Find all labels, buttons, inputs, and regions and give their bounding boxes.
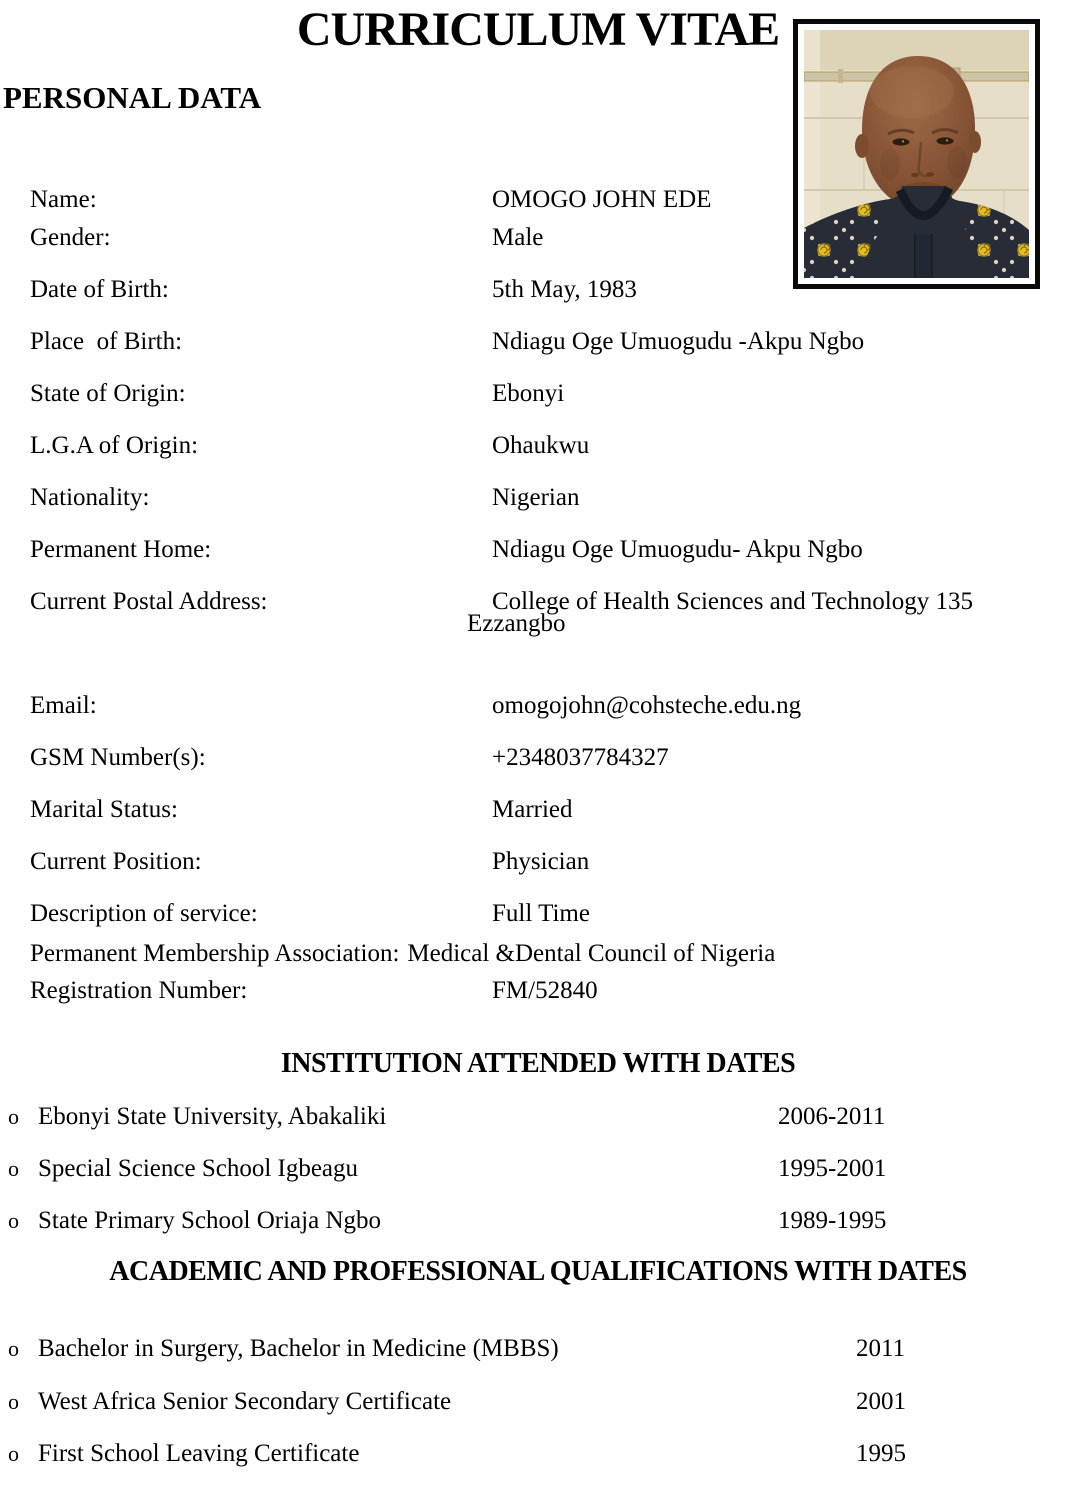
circle-bullet: o xyxy=(8,1104,19,1129)
qualification-name: First School Leaving Certificate xyxy=(38,1440,360,1467)
qualification-name: West Africa Senior Secondary Certificate xyxy=(38,1388,452,1415)
qualification-dates: 2001 xyxy=(856,1388,906,1415)
section-heading-qualifications: ACADEMIC AND PROFESSIONAL QUALIFICATIONS WITH DATES xyxy=(109,1256,967,1287)
institution-dates: 1995-2001 xyxy=(778,1155,887,1182)
institution-name: Ebonyi State University, Abakaliki xyxy=(38,1103,387,1130)
field-value: OMOGO JOHN EDE xyxy=(492,186,712,213)
field-label: Email: xyxy=(30,692,97,719)
field-label: Current Postal Address: xyxy=(30,588,268,615)
field-value: Male xyxy=(492,224,544,251)
field-value-continuation: Ezzangbo xyxy=(467,610,566,637)
qualification-dates: 2011 xyxy=(856,1335,906,1362)
institution-name: Special Science School Igbeagu xyxy=(38,1155,359,1182)
institution-dates: 1989-1995 xyxy=(778,1207,887,1234)
field-value: College of Health Sciences and Technology 135 xyxy=(492,588,973,615)
field-value: Married xyxy=(492,796,573,823)
qualification-item xyxy=(8,1439,1068,1469)
circle-bullet: o xyxy=(8,1208,19,1233)
field-value: Medical &Dental Council of Nigeria xyxy=(407,940,776,967)
institution-name: State Primary School Oriaja Ngbo xyxy=(38,1207,381,1234)
field-label: L.G.A of Origin: xyxy=(30,432,199,459)
institution-item xyxy=(8,1206,1068,1236)
qualification-item xyxy=(8,1387,1068,1417)
field-value: Full Time xyxy=(492,900,590,927)
circle-bullet: o xyxy=(8,1156,19,1181)
section-heading-institutions: INSTITUTION ATTENDED WITH DATES xyxy=(280,1048,796,1079)
field-label: Name: xyxy=(30,186,97,213)
field-value: 5th May, 1983 xyxy=(492,276,637,303)
institution-dates: 2006-2011 xyxy=(778,1103,886,1130)
field-label: Description of service: xyxy=(30,900,258,927)
qualification-name: Bachelor in Surgery, Bachelor in Medicine (MBBS) xyxy=(38,1335,559,1362)
field-value: Ebonyi xyxy=(492,380,565,407)
field-value: +2348037784327 xyxy=(492,744,669,771)
field-value: Ndiagu Oge Umuogudu -Akpu Ngbo xyxy=(492,328,865,355)
field-label: Nationality: xyxy=(30,484,150,511)
circle-bullet: o xyxy=(8,1389,19,1414)
field-value: FM/52840 xyxy=(492,977,598,1004)
field-row-registration-number xyxy=(5,946,1070,1036)
field-label: State of Origin: xyxy=(30,380,186,407)
field-label: Permanent Membership Association: xyxy=(30,940,400,967)
field-label: Current Position: xyxy=(30,848,202,875)
field-label: Date of Birth: xyxy=(30,276,169,303)
qualification-dates: 1995 xyxy=(856,1440,906,1467)
institution-item xyxy=(8,1102,1068,1132)
section-heading-personal-data: PERSONAL DATA xyxy=(3,80,262,115)
field-value: Ndiagu Oge Umuogudu- Akpu Ngbo xyxy=(492,536,863,563)
field-label: Place of Birth: xyxy=(30,328,183,355)
field-value: Nigerian xyxy=(492,484,580,511)
qualification-item xyxy=(8,1334,1068,1364)
circle-bullet: o xyxy=(8,1336,19,1361)
institution-item xyxy=(8,1154,1068,1184)
field-label: Gender: xyxy=(30,224,111,251)
circle-bullet: o xyxy=(8,1441,19,1466)
field-value-email: omogojohn@cohsteche.edu.ng xyxy=(492,692,802,719)
field-label: Permanent Home: xyxy=(30,536,212,563)
page-title: CURRICULUM VITAE xyxy=(296,3,780,56)
field-label: Marital Status: xyxy=(30,796,178,823)
field-label: GSM Number(s): xyxy=(30,744,206,771)
field-value: Ohaukwu xyxy=(492,432,590,459)
field-label: Registration Number: xyxy=(30,977,248,1004)
field-value: Physician xyxy=(492,848,590,875)
